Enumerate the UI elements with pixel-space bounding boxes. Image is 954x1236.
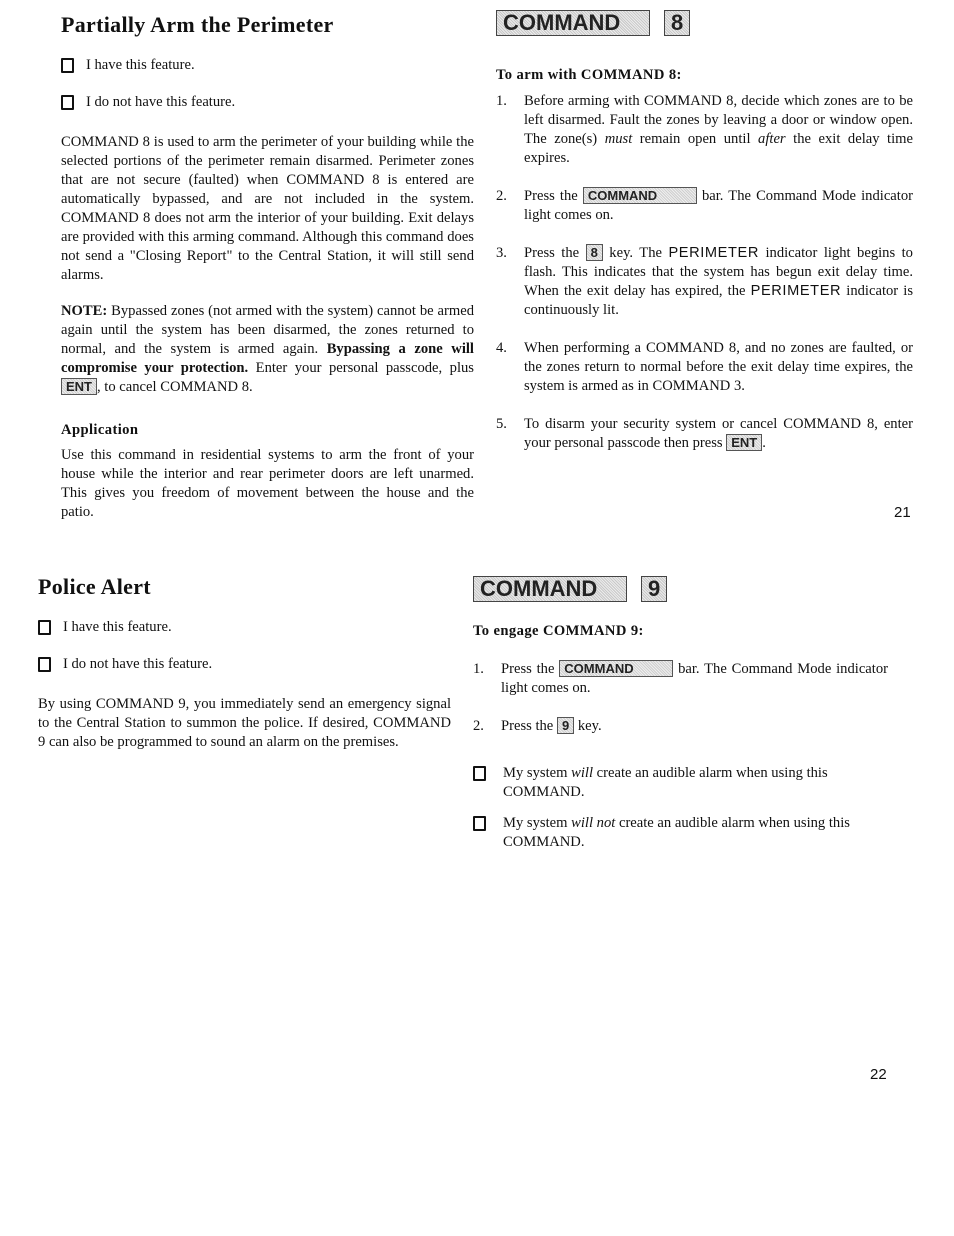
not-have-feature-label: I do not have this feature. [86, 94, 236, 110]
checkbox-icon[interactable] [38, 657, 51, 672]
key-8: 8 [586, 244, 603, 261]
perimeter-indicator: PERIMETER [750, 283, 842, 299]
command8-intro: COMMAND 8 is used to arm the perimeter of your building while the selected portions of the perimeter remain disarmed. Perimeter zones that are not secure (faulted) when COMMAND 8 is entered are automatically bypassed, and are not included in the system. COMMAND 8 does not arm the interior of your building. Exit delays are provided with this arming command. Although this command does not send a "Closing Report" to the Central Station, it will still send alarms. [61, 134, 474, 283]
page-number-22: 22 [870, 1066, 887, 1083]
no-audible-alarm-label: My system will not create an audible alarm when using this COMMAND. [503, 815, 850, 850]
command8-steps-heading: To arm with COMMAND 8: [496, 67, 682, 83]
command-key: COMMAND [583, 187, 697, 204]
perimeter-indicator: PERIMETER [668, 245, 759, 261]
command-key: COMMAND [559, 660, 673, 677]
checkbox-icon[interactable] [38, 620, 51, 635]
command9-steps-heading: To engage COMMAND 9: [473, 623, 644, 639]
not-have-feature-checkbox[interactable] [61, 93, 235, 112]
command8-steps [496, 92, 913, 453]
checkbox-icon[interactable] [61, 95, 74, 110]
list-item: 1. Before arming with COMMAND 8, decide which zones are to be left disarmed. Fault the zones by leaving a door or window open. The zone(s) must remain open until after the exit delay time expires. [496, 93, 913, 166]
list-item: 3. Press the 8 key. The PERIMETER indicator light begins to flash. This indicates that the system has begun exit delay time. When the exit delay has expired, the PERIMETER indicator is continuously lit. [496, 245, 913, 318]
list-item: 1. Press the COMMAND bar. The Command Mode indicator light comes on. [473, 661, 888, 696]
audible-alarm-label: My system will create an audible alarm when using this COMMAND. [503, 765, 828, 800]
page-21-title: Partially Arm the Perimeter [61, 12, 334, 37]
page-22-title: Police Alert [38, 574, 151, 599]
list-item: 4. When performing a COMMAND 8, and no zones are faulted, or the zones return to normal before the exit delay time expires, the system is armed as in COMMAND 3. [496, 340, 913, 394]
not-have-feature-label: I do not have this feature. [63, 656, 213, 672]
list-item: 5. To disarm your security system or cancel COMMAND 8, enter your personal passcode then press ENT . [496, 416, 913, 451]
have-feature-label: I have this feature. [86, 57, 195, 73]
list-item: 2. Press the COMMAND bar. The Command Mode indicator light comes on. [496, 188, 913, 223]
key-8: 8 [664, 10, 690, 36]
checkbox-icon[interactable] [61, 58, 74, 73]
not-have-feature-checkbox[interactable] [38, 655, 212, 674]
ent-key: ENT [726, 434, 762, 451]
checkbox-icon[interactable] [473, 816, 486, 831]
key-9: 9 [641, 576, 667, 602]
have-feature-checkbox[interactable] [38, 618, 172, 637]
application-heading: Application [61, 422, 139, 438]
have-feature-checkbox[interactable] [61, 56, 195, 75]
command-key: COMMAND [473, 576, 627, 602]
ent-key: ENT [61, 378, 97, 395]
command-key: COMMAND [496, 10, 650, 36]
list-item: 2. Press the 9 key. [473, 718, 602, 734]
note-label: NOTE: [61, 303, 108, 319]
command-9-header [473, 576, 667, 602]
command8-note: NOTE: Bypassed zones (not armed with the system) cannot be armed again until the system has been disarmed, the zones returned to normal, and the system is armed again. Bypassing a zone will compromise your protection. Enter your personal passcode, plusENT , to cancel COMMAND 8. [61, 303, 474, 395]
no-audible-alarm-checkbox[interactable] [473, 814, 888, 852]
audible-alarm-checkbox[interactable] [473, 764, 888, 802]
key-9: 9 [557, 717, 574, 734]
command9-steps [473, 660, 888, 736]
command9-intro: By using COMMAND 9, you immediately send an emergency signal to the Central Station to summon the police. If desired, COMMAND 9 can also be programmed to sound an alarm on the premises. [38, 696, 451, 750]
application-text: Use this command in residential systems to arm the front of your house while the interior and rear perimeter doors are left unarmed. This gives you freedom of movement between the house and the patio. [61, 447, 474, 520]
note-warning: Bypassing a zone will compromise your protection. [61, 341, 474, 376]
have-feature-label: I have this feature. [63, 619, 172, 635]
page-number-21: 21 [894, 504, 911, 521]
checkbox-icon[interactable] [473, 766, 486, 781]
command-8-header [496, 10, 690, 36]
